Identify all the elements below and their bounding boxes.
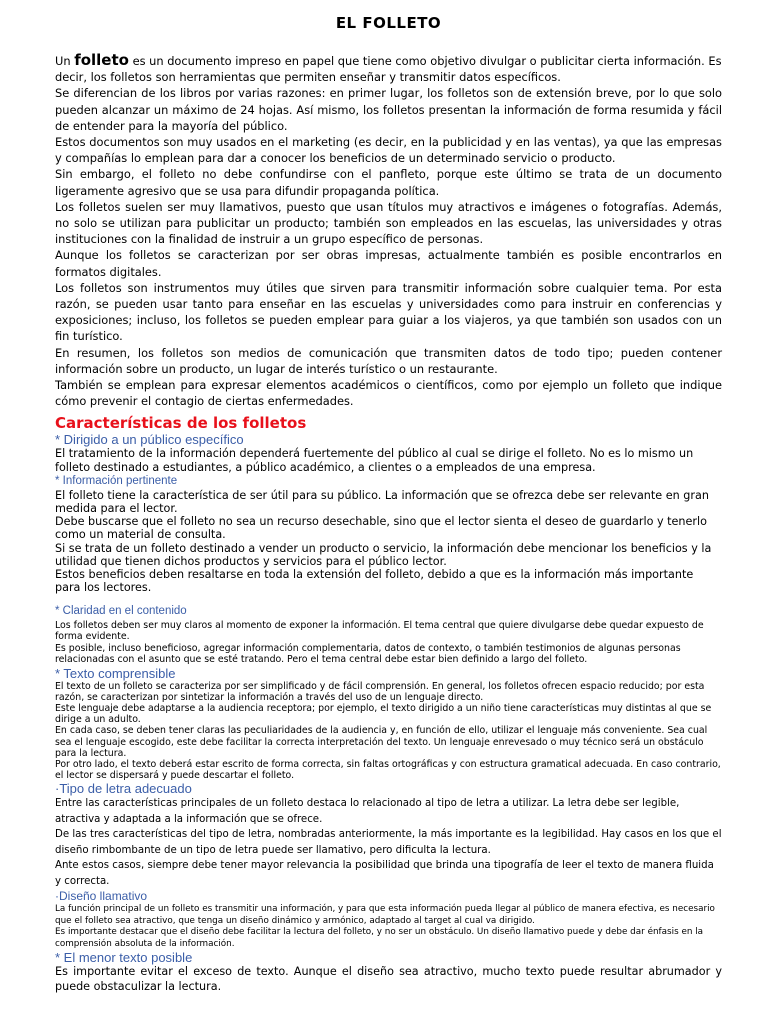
intro-paragraph: Sin embargo, el folleto no debe confundirse con el panfleto, porque este último se trata de un documento ligeramente agresivo que se usa para difundir propaganda política. xyxy=(55,167,722,198)
paragraph: El folleto tiene la característica de ser útil para su público. La información que se ofrezca debe ser relevante en gran medida para el lector. xyxy=(55,488,709,516)
paragraph: Es posible, incluso beneficioso, agregar información complementaria, datos de contexto, o también testimonios de algunas personas relacionadas con el asunto que se esté tratando. Pero el tema central debe estar bien definido a largo del folleto. xyxy=(55,642,681,665)
section-texto xyxy=(55,666,722,782)
paragraph: Entre las características principales de un folleto destaca lo relacionado al tipo de letra a utilizar. La letra debe ser legible, atractiva y adaptada a la información que se ofrece. xyxy=(55,798,680,825)
section-publico xyxy=(55,432,722,473)
intro-paragraph: Los folletos suelen ser muy llamativos, puesto que usan títulos muy atractivos e imágenes o fotografías. Además, no solo se utilizan para publicitar un producto; también son empleados en las escuelas, las universidades y otras instituciones con la finalidad de instruir a un grupo específico de personas. xyxy=(55,199,722,247)
intro-paragraph xyxy=(55,52,722,85)
paragraph: El texto de un folleto se caracteriza por ser simplificado y de fácil comprensión. En general, los folletos ofrecen espacio reducido; por esta razón, se caracterizan por sintetizar la información a través del uso de un lenguaje directo. xyxy=(55,680,705,703)
document-page xyxy=(55,14,722,995)
subheading: * Texto comprensible xyxy=(55,665,176,681)
intro-paragraph: Aunque los folletos se caracterizan por ser obras impresas, actualmente también es posible encontrarlos en formatos digitales. xyxy=(55,248,722,279)
paragraph: Es importante evitar el exceso de texto. Aunque el diseño sea atractivo, mucho texto puede resultar abrumador y puede obstaculizar la lectura. xyxy=(55,964,722,993)
section-tipo-letra xyxy=(55,781,722,889)
intro-paragraph: Estos documentos son muy usados en el marketing (es decir, en la publicidad y en las ventas), ya que las empresas y compañías lo emplean para dar a conocer los beneficios de un determinado servicio o producto. xyxy=(55,135,722,166)
paragraph: Si se trata de un folleto destinado a vender un producto o servicio, la información debe mencionar los beneficios y la utilidad que tienen dichos productos y servicios para el público lector. xyxy=(55,541,712,568)
paragraph: El tratamiento de la información dependerá fuertemente del público al cual se dirige el folleto. No es lo mismo un folleto destinado a estudiantes, a público académico, a clientes o a empleados de una empresa. xyxy=(55,447,694,474)
paragraph: La función principal de un folleto es transmitir una información, y para que esta información pueda llegar al público de manera efectiva, es necesario que el folleto sea atractivo, que tenga un diseño dinámico y armónico, adaptado al target al cual va dirigido. xyxy=(55,904,715,926)
page-title: EL FOLLETO xyxy=(335,14,442,32)
subheading: * Dirigido a un público específico xyxy=(55,432,244,448)
section-claridad xyxy=(55,603,722,666)
paragraph: Es importante destacar que el diseño debe facilitar la lectura del folleto, y no ser un obstáculo. Un diseño llamativo puede y debe dar énfasis en la comprensión absoluta de la información. xyxy=(55,927,704,949)
intro-section xyxy=(55,52,722,409)
paragraph: Estos beneficios deben resaltarse en toda la extensión del folleto, debido a que es la información más importante para los lectores. xyxy=(55,568,694,595)
subheading: * Claridad en el contenido xyxy=(55,604,187,617)
paragraph: Debe buscarse que el folleto no sea un recurso desechable, sino que el lector sienta el deseo de guardarlo y tenerlo como un material de consulta. xyxy=(55,515,707,542)
paragraph: Por otro lado, el texto deberá estar escrito de forma correcta, sin faltas ortográficas y con estructura gramatical adecuada. En caso contrario, el lector se dispersará y puede descartar el folleto. xyxy=(55,758,721,782)
subheading: ·Diseño llamativo xyxy=(55,889,148,904)
intro-paragraph: En resumen, los folletos son medios de comunicación que transmiten datos de todo tipo; pueden contener información sobre un producto, un lugar de interés turístico o un restaurante. xyxy=(55,345,722,376)
subheading: * El menor texto posible xyxy=(55,949,193,965)
lead-rest: es un documento impreso en papel que tiene como objetivo divulgar o publicitar cierta información. Es decir, los folletos son herramientas que permiten enseñar y transmitir datos específicos. xyxy=(55,54,722,85)
lead-prefix: Un xyxy=(55,54,75,68)
section-informacion xyxy=(55,474,722,595)
paragraph: En cada caso, se deben tener claras las peculiaridades de la audiencia y, en función de ello, utilizar el lenguaje más conveniente. Sea cual sea el lenguaje escogido, este debe facilitar la correcta interpretación del texto. Un lenguaje enrevesado o muy técnico será un obstáculo para la lectura. xyxy=(55,725,708,759)
intro-paragraph: Se diferencian de los libros por varias razones: en primer lugar, los folletos son de extensión breve, por lo que solo pueden alcanzar un máximo de 24 hojas. Así mismo, los folletos presentan la información de forma resumida y fácil de entender para la mayoría del público. xyxy=(55,86,722,133)
lead-word: folleto xyxy=(74,51,129,69)
section-menor-texto xyxy=(55,950,722,995)
subheading: ·Tipo de letra adecuado xyxy=(55,781,192,797)
paragraph: De las tres características del tipo de letra, nombradas anteriormente, la más importante es la legibilidad. Hay casos en los que el diseño rimbombante de un tipo de letra puede ser llamativo, pero dificulta la lectura. xyxy=(55,829,722,856)
paragraph: Este lenguaje debe adaptarse a la audiencia receptora; por ejemplo, el texto dirigido a un niño tiene características muy distintas al que se dirige a un adulto. xyxy=(55,702,712,726)
paragraph: Ante estos casos, siempre debe tener mayor relevancia la posibilidad que brinda una tipografía de leer el texto de manera fluida y correcta. xyxy=(55,860,714,887)
section-title: Características de los folletos xyxy=(55,414,307,433)
intro-paragraph: Los folletos son instrumentos muy útiles que sirven para transmitir información sobre cualquier tema. Por esta razón, se pueden usar tanto para enseñar en las escuelas y universidades como para instruir en conferencias y exposiciones; incluso, los folletos se pueden emplear para guiar a los viajeros, ya que también son usados con un fin turístico. xyxy=(55,280,722,344)
intro-paragraph: También se emplean para expresar elementos académicos o científicos, como por ejemplo un folleto que indique cómo prevenir el contagio de ciertas enfermedades. xyxy=(55,378,722,409)
paragraph: Los folletos deben ser muy claros al momento de exponer la información. El tema central que quiere divulgarse debe quedar expuesto de forma evidente. xyxy=(55,619,704,642)
subheading: * Información pertinente xyxy=(55,474,178,487)
section-diseno xyxy=(55,889,722,950)
